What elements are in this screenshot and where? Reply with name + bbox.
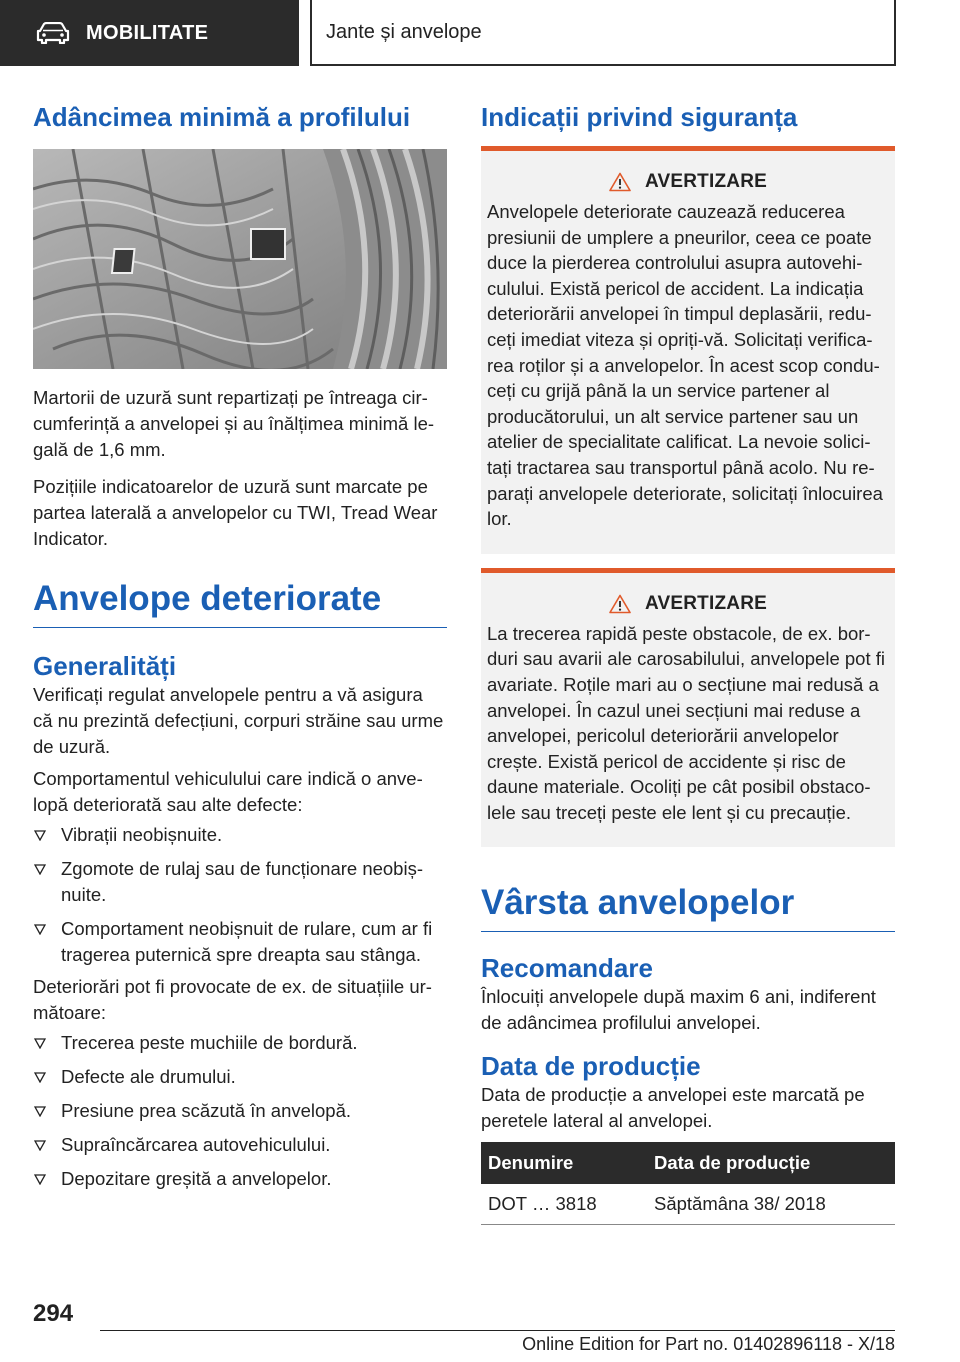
car-icon: [36, 22, 70, 44]
general-paragraph-3: Deteriorări pot fi provocate de ex. de situațiile ur-mătoare:: [33, 976, 432, 1023]
damaged-heading-block: [33, 577, 447, 628]
column-header: Data de producție: [647, 1142, 895, 1184]
tread-depth-heading: Adâncimea minimă a profilului: [33, 102, 411, 132]
warning-box-2: [481, 568, 895, 848]
chapter-title: Jante și anvelope: [326, 20, 482, 43]
general-heading: Generalități: [33, 651, 177, 681]
tread-paragraph-2: Pozițiile indicatoarelor de uzură sunt marcate pe partea laterală a anvelopelor cu TWI, Tread Wear Indicator.: [33, 476, 438, 549]
recommendation-paragraph: Înlocuiți anvelopele după maxim 6 ani, indiferent de adâncimea profilului anvelopei.: [481, 986, 876, 1034]
tread-paragraph-1: Martorii de uzură sunt repartizați pe întreaga cir-cumferință a anvelopei și au înălțimea minimă le-gală de 1,6 mm.: [33, 387, 435, 460]
triangle-bullet-icon: [34, 1072, 46, 1083]
recommendation-heading: Recomandare: [481, 953, 653, 984]
warning-text: Anvelopele deteriorate cauzează reducerea presiunii de umplere a pneurilor, ceea ce poate duce la pierderea controlului asupra autovehi-culului. Există pericol de accident. La indicația deteriorării anvelopei în timpul deplasării, redu-ceți imediat viteza și opriți-vă. Solicitați verifica-rea roților și a anvelopelor. În acest scop condu-ceți cu grijă până la un service partener al producătorului, un alt service partener sau un atelier de specialitate calificat. La nevoie solici-tați tractarea sau transportul până acolo. Nu re-parați anvelopele deteriorate, solicitați înlocuirea lor.: [487, 201, 883, 530]
warning-box-1: [481, 146, 895, 554]
general-paragraph-2: Comportamentul vehiculului care indică o anve-lopă deteriorată sau alte defecte:: [33, 768, 423, 815]
footer-divider: [100, 1330, 895, 1331]
table-cell: Săptămâna 38/ 2018: [647, 1184, 895, 1224]
age-heading-block: [481, 881, 895, 932]
damaged-tires-heading: Anvelope deteriorate: [33, 579, 382, 618]
list-item: Supraîncărcarea autovehiculului.: [33, 1132, 447, 1158]
triangle-bullet-icon: [34, 1174, 46, 1185]
table-header-row: [481, 1142, 895, 1184]
section-title: MOBILITATE: [86, 21, 209, 44]
warning-text: La trecerea rapidă peste obstacole, de ex. bor-duri sau avarii ale carosabilului, anvelopele pot fi avariate. Roțile mari au o secțiune mai redusă a anvelopei. În cazul unei secțiuni mai reduse a anvelopei, pericolul deteriorării anvelopelor crește. Există pericol de accidente și risc de daune materiale. Ocoliți pe cât posibil obstaco-lele sau treceți peste ele lent și cu precauție.: [487, 622, 885, 823]
triangle-bullet-icon: [34, 924, 46, 935]
triangle-bullet-icon: [34, 864, 46, 875]
triangle-bullet-icon: [34, 1106, 46, 1117]
edition-note: Online Edition for Part no. 01402896118 - X/18: [522, 1334, 895, 1354]
triangle-bullet-icon: [34, 830, 46, 841]
general-paragraph-1: Verificați regulat anvelopele pentru a vă asigura că nu prezintă defecțiuni, corpuri străine sau urme de uzură.: [33, 684, 444, 757]
production-date-table: [481, 1142, 895, 1225]
triangle-bullet-icon: [34, 1140, 46, 1151]
safety-heading: Indicații privind siguranța: [481, 102, 798, 132]
triangle-bullet-icon: [34, 1038, 46, 1049]
list-item: Trecerea peste muchiile de bordură.: [33, 1030, 447, 1056]
warning-title: AVERTIZARE: [645, 171, 767, 192]
list-item: Zgomote de rulaj sau de funcționare neobiș-nuite.: [33, 856, 447, 908]
list-item: Defecte ale drumului.: [33, 1064, 447, 1090]
column-header: Denumire: [481, 1142, 647, 1184]
list-item: Comportament neobișnuit de rulare, cum ar fi tragerea puternică spre dreapta sau stânga.: [33, 916, 447, 968]
list-item: Vibrații neobișnuite.: [33, 822, 447, 848]
production-date-heading: Data de producție: [481, 1051, 701, 1082]
list-item: Depozitare greșită a anvelopelor.: [33, 1166, 447, 1192]
section-tab: [0, 0, 299, 66]
production-date-paragraph: Data de producție a anvelopei este marcată pe peretele lateral al anvelopei.: [481, 1084, 865, 1132]
list-item: Presiune prea scăzută în anvelopă.: [33, 1098, 447, 1124]
table-cell: DOT … 3818: [481, 1184, 647, 1224]
causes-list: [33, 1030, 447, 1192]
left-column: [33, 100, 447, 1192]
warning-triangle-icon: [609, 172, 631, 192]
tire-tread-image: [33, 149, 447, 369]
chapter-tab: [310, 0, 896, 66]
warning-title: AVERTIZARE: [645, 592, 767, 614]
right-column: [481, 100, 895, 1225]
page-number: 294: [33, 1300, 74, 1327]
warning-triangle-icon: [609, 594, 631, 614]
symptoms-list: [33, 822, 447, 968]
tire-age-heading: Vârsta anvelopelor: [481, 883, 795, 923]
table-row: [481, 1184, 895, 1224]
